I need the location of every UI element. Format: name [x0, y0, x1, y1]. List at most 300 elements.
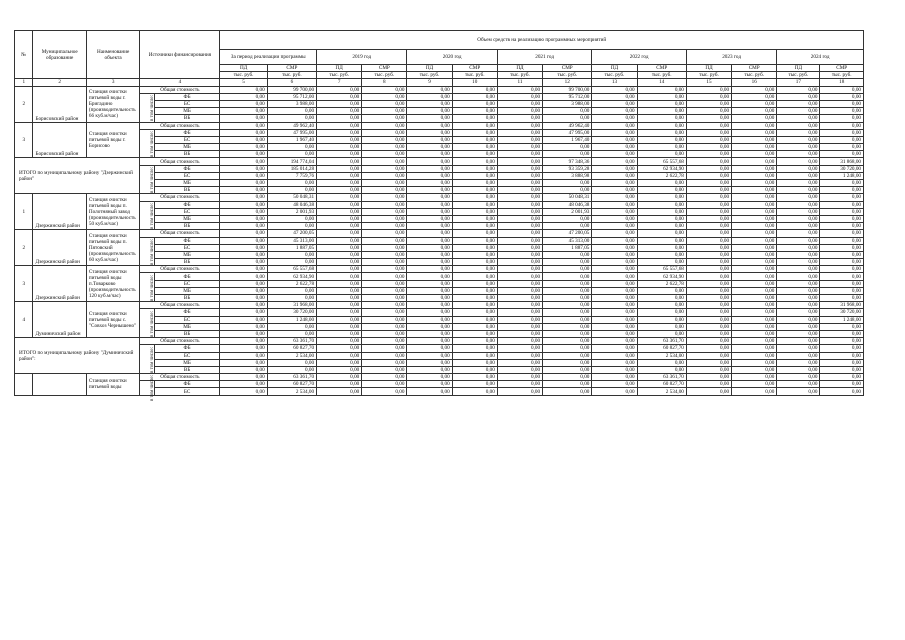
- amount-cell: 0,00: [317, 187, 362, 194]
- amount-cell: 0,00: [362, 86, 407, 93]
- header-unit: тыс. руб.: [362, 72, 407, 79]
- source-code: ФБ: [154, 201, 220, 208]
- source-code: ВБ: [154, 187, 220, 194]
- amount-cell: 0,00: [362, 244, 407, 251]
- header-period: 2020 год: [407, 50, 497, 65]
- amount-cell: 0,00: [452, 215, 497, 222]
- amount-cell: 0,00: [497, 151, 542, 158]
- amount-cell: 0,00: [220, 230, 267, 237]
- amount-cell: 0,00: [497, 352, 542, 359]
- funding-table: [14, 30, 864, 402]
- including-label: [140, 273, 154, 302]
- source-code: БС: [154, 388, 220, 395]
- header-no: №: [15, 31, 33, 79]
- amount-cell: 48 046,38: [543, 201, 592, 208]
- source-code: ВБ: [154, 259, 220, 266]
- column-number: 2: [33, 79, 86, 86]
- amount-cell: 0,00: [820, 136, 864, 143]
- amount-cell: 0,00: [820, 122, 864, 129]
- amount-cell: 0,00: [452, 266, 497, 273]
- amount-cell: 0,00: [452, 158, 497, 165]
- amount-cell: 0,00: [686, 374, 731, 381]
- amount-cell: 0,00: [407, 287, 452, 294]
- amount-cell: 0,00: [362, 273, 407, 280]
- including-label: [140, 165, 154, 194]
- amount-cell: 0,00: [732, 287, 777, 294]
- amount-cell: 0,00: [407, 309, 452, 316]
- header-smr: СМР: [362, 65, 407, 72]
- amount-cell: 0,00: [497, 266, 542, 273]
- row-number: 1: [15, 194, 33, 230]
- amount-cell: 99 700,00: [267, 86, 316, 93]
- table-row: [15, 194, 864, 201]
- amount-cell: 0,00: [686, 194, 731, 201]
- amount-cell: 0,00: [452, 86, 497, 93]
- header-pd: ПД: [317, 65, 362, 72]
- amount-cell: 0,00: [497, 158, 542, 165]
- amount-cell: 0,00: [777, 86, 820, 93]
- amount-cell: 0,00: [317, 381, 362, 388]
- amount-cell: 0,00: [452, 151, 497, 158]
- amount-cell: 0,00: [452, 280, 497, 287]
- source-total-cost: Общая стоимость: [140, 374, 220, 381]
- column-number: 18: [820, 79, 864, 86]
- amount-cell: 0,00: [637, 180, 686, 187]
- amount-cell: 0,00: [497, 100, 542, 107]
- header-period: 2024 год: [777, 50, 864, 65]
- source-total-cost: Общая стоимость: [140, 302, 220, 309]
- amount-cell: 0,00: [407, 165, 452, 172]
- amount-cell: 0,00: [543, 309, 592, 316]
- object-name: Станция очистки питьевой воды п. Полотняный завод (производительность 50 куб.м/час): [86, 194, 139, 230]
- amount-cell: 0,00: [820, 230, 864, 237]
- funding-table-sheet: [14, 30, 864, 402]
- amount-cell: 0,00: [267, 144, 316, 151]
- including-text: в том числе:: [150, 310, 156, 337]
- amount-cell: 0,00: [497, 215, 542, 222]
- amount-cell: 95 712,00: [543, 93, 592, 100]
- amount-cell: 0,00: [220, 251, 267, 258]
- amount-cell: 7 759,76: [267, 172, 316, 179]
- amount-cell: 0,00: [592, 330, 637, 337]
- amount-cell: 0,00: [362, 359, 407, 366]
- amount-cell: 0,00: [686, 287, 731, 294]
- amount-cell: 0,00: [317, 194, 362, 201]
- source-code: МБ: [154, 251, 220, 258]
- amount-cell: 1 248,00: [820, 316, 864, 323]
- amount-cell: 0,00: [407, 215, 452, 222]
- amount-cell: 60 827,70: [637, 345, 686, 352]
- amount-cell: 0,00: [317, 295, 362, 302]
- including-text: в том числе:: [150, 238, 156, 265]
- municipality-name: [33, 374, 86, 396]
- amount-cell: 0,00: [407, 359, 452, 366]
- header-smr: СМР: [637, 65, 686, 72]
- header-unit: тыс. руб.: [317, 72, 362, 79]
- amount-cell: 0,00: [820, 223, 864, 230]
- amount-cell: 0,00: [452, 338, 497, 345]
- amount-cell: 0,00: [452, 100, 497, 107]
- source-code: ВБ: [154, 366, 220, 373]
- amount-cell: 0,00: [820, 194, 864, 201]
- amount-cell: 0,00: [407, 172, 452, 179]
- amount-cell: 60 827,70: [637, 381, 686, 388]
- table-row: [15, 201, 864, 208]
- amount-cell: 0,00: [777, 266, 820, 273]
- amount-cell: 0,00: [267, 330, 316, 337]
- source-code: БС: [154, 100, 220, 107]
- amount-cell: 47 200,05: [267, 230, 316, 237]
- amount-cell: 0,00: [686, 93, 731, 100]
- amount-cell: 2 622,78: [637, 172, 686, 179]
- amount-cell: 0,00: [686, 366, 731, 373]
- source-code: ФБ: [154, 129, 220, 136]
- amount-cell: 93 359,28: [543, 165, 592, 172]
- amount-cell: 0,00: [317, 330, 362, 337]
- amount-cell: 0,00: [267, 108, 316, 115]
- amount-cell: 0,00: [637, 251, 686, 258]
- amount-cell: 0,00: [362, 259, 407, 266]
- amount-cell: 0,00: [686, 345, 731, 352]
- amount-cell: 0,00: [820, 237, 864, 244]
- amount-cell: 0,00: [220, 215, 267, 222]
- municipality-name: Дзержинский район: [33, 266, 86, 302]
- amount-cell: 0,00: [317, 136, 362, 143]
- amount-cell: 0,00: [452, 201, 497, 208]
- amount-cell: 0,00: [637, 237, 686, 244]
- amount-cell: 0,00: [362, 330, 407, 337]
- amount-cell: 0,00: [777, 359, 820, 366]
- amount-cell: 0,00: [777, 287, 820, 294]
- amount-cell: 0,00: [686, 352, 731, 359]
- amount-cell: 0,00: [407, 381, 452, 388]
- amount-cell: 0,00: [543, 316, 592, 323]
- amount-cell: 0,00: [592, 302, 637, 309]
- amount-cell: 0,00: [220, 144, 267, 151]
- amount-cell: 0,00: [220, 259, 267, 266]
- amount-cell: 0,00: [452, 165, 497, 172]
- amount-cell: 0,00: [407, 374, 452, 381]
- including-text: в том числе:: [150, 166, 156, 194]
- amount-cell: 0,00: [592, 180, 637, 187]
- including-text: в том числе:: [150, 202, 156, 229]
- amount-cell: 0,00: [686, 172, 731, 179]
- amount-cell: 0,00: [220, 316, 267, 323]
- amount-cell: 2 622,78: [637, 280, 686, 287]
- table-row: [15, 273, 864, 280]
- amount-cell: 0,00: [452, 309, 497, 316]
- amount-cell: 0,00: [777, 129, 820, 136]
- amount-cell: 2 534,00: [267, 352, 316, 359]
- amount-cell: 0,00: [732, 129, 777, 136]
- row-number: 2: [15, 230, 33, 266]
- amount-cell: 0,00: [452, 194, 497, 201]
- amount-cell: 0,00: [317, 230, 362, 237]
- amount-cell: 0,00: [732, 215, 777, 222]
- amount-cell: 0,00: [407, 259, 452, 266]
- amount-cell: 0,00: [220, 237, 267, 244]
- source-code: ФБ: [154, 237, 220, 244]
- amount-cell: 0,00: [317, 323, 362, 330]
- amount-cell: 0,00: [497, 208, 542, 215]
- amount-cell: 0,00: [820, 388, 864, 395]
- total-label: ИТОГО по муниципальному району "Дзержинский район": [15, 158, 140, 194]
- amount-cell: 0,00: [637, 194, 686, 201]
- amount-cell: 194 774,04: [267, 158, 316, 165]
- amount-cell: 0,00: [732, 388, 777, 395]
- total-label: ИТОГО по муниципальному району "Думиничский район":: [15, 338, 140, 374]
- amount-cell: 0,00: [777, 180, 820, 187]
- amount-cell: 1 887,05: [543, 244, 592, 251]
- amount-cell: 0,00: [686, 201, 731, 208]
- amount-cell: 0,00: [317, 115, 362, 122]
- header-unit: тыс. руб.: [686, 72, 731, 79]
- amount-cell: 0,00: [820, 93, 864, 100]
- amount-cell: 0,00: [732, 273, 777, 280]
- amount-cell: 0,00: [732, 115, 777, 122]
- table-row: [15, 158, 864, 165]
- amount-cell: 0,00: [777, 151, 820, 158]
- amount-cell: 0,00: [362, 115, 407, 122]
- amount-cell: 0,00: [732, 237, 777, 244]
- amount-cell: 0,00: [220, 165, 267, 172]
- amount-cell: 0,00: [362, 352, 407, 359]
- amount-cell: 1 887,05: [267, 244, 316, 251]
- amount-cell: 0,00: [407, 129, 452, 136]
- amount-cell: 0,00: [452, 244, 497, 251]
- amount-cell: 0,00: [592, 366, 637, 373]
- amount-cell: 0,00: [637, 122, 686, 129]
- amount-cell: 0,00: [686, 316, 731, 323]
- amount-cell: 0,00: [220, 201, 267, 208]
- amount-cell: 0,00: [267, 180, 316, 187]
- amount-cell: 0,00: [220, 338, 267, 345]
- row-number: 3: [15, 122, 33, 158]
- header-pd: ПД: [497, 65, 542, 72]
- amount-cell: 0,00: [543, 388, 592, 395]
- amount-cell: 0,00: [362, 215, 407, 222]
- object-name: Станция очистки питьевой воды п.Товарково (производительность 120 куб.м/час): [86, 266, 139, 302]
- amount-cell: 185 014,28: [267, 165, 316, 172]
- amount-cell: 0,00: [777, 302, 820, 309]
- amount-cell: 0,00: [543, 366, 592, 373]
- source-total-cost: Общая стоимость: [140, 194, 220, 201]
- amount-cell: 0,00: [592, 295, 637, 302]
- amount-cell: 0,00: [637, 302, 686, 309]
- amount-cell: 0,00: [592, 172, 637, 179]
- header-period: 2023 год: [686, 50, 776, 65]
- amount-cell: 0,00: [686, 359, 731, 366]
- amount-cell: 0,00: [452, 136, 497, 143]
- amount-cell: 0,00: [497, 345, 542, 352]
- amount-cell: 0,00: [777, 309, 820, 316]
- table-row: [15, 338, 864, 345]
- amount-cell: 0,00: [637, 287, 686, 294]
- amount-cell: 0,00: [820, 108, 864, 115]
- amount-cell: 0,00: [362, 151, 407, 158]
- amount-cell: 0,00: [452, 187, 497, 194]
- amount-cell: 0,00: [407, 237, 452, 244]
- amount-cell: 0,00: [777, 115, 820, 122]
- amount-cell: 0,00: [362, 381, 407, 388]
- amount-cell: 0,00: [362, 309, 407, 316]
- amount-cell: 0,00: [497, 302, 542, 309]
- amount-cell: 65 557,68: [637, 266, 686, 273]
- table-row: [15, 374, 864, 381]
- amount-cell: 0,00: [732, 144, 777, 151]
- source-code: МБ: [154, 215, 220, 222]
- amount-cell: 0,00: [543, 338, 592, 345]
- source-code: БС: [154, 352, 220, 359]
- amount-cell: 0,00: [497, 129, 542, 136]
- amount-cell: 0,00: [497, 244, 542, 251]
- amount-cell: 0,00: [637, 309, 686, 316]
- amount-cell: 0,00: [452, 172, 497, 179]
- amount-cell: 0,00: [497, 309, 542, 316]
- amount-cell: 0,00: [452, 251, 497, 258]
- amount-cell: 97 348,36: [543, 158, 592, 165]
- amount-cell: 0,00: [452, 316, 497, 323]
- amount-cell: 0,00: [820, 180, 864, 187]
- object-name: Станция очистки питьевой воды: [86, 374, 139, 396]
- amount-cell: 0,00: [317, 201, 362, 208]
- object-name: Станция очистки питьевой воды г. Бригадино (производительность 66 куб.м/час): [86, 86, 139, 122]
- header-smr: СМР: [543, 65, 592, 72]
- amount-cell: 0,00: [777, 316, 820, 323]
- amount-cell: 30 720,00: [820, 165, 864, 172]
- source-code: БС: [154, 208, 220, 215]
- amount-cell: 63 361,70: [267, 374, 316, 381]
- row-number: 4: [15, 302, 33, 338]
- amount-cell: 63 361,70: [267, 338, 316, 345]
- amount-cell: 0,00: [317, 316, 362, 323]
- header-pd: ПД: [686, 65, 731, 72]
- amount-cell: 0,00: [777, 295, 820, 302]
- amount-cell: 0,00: [820, 266, 864, 273]
- amount-cell: 0,00: [543, 266, 592, 273]
- amount-cell: 0,00: [407, 223, 452, 230]
- amount-cell: 0,00: [637, 244, 686, 251]
- amount-cell: 2 534,00: [267, 388, 316, 395]
- amount-cell: 0,00: [592, 374, 637, 381]
- amount-cell: 0,00: [267, 259, 316, 266]
- amount-cell: 0,00: [362, 280, 407, 287]
- amount-cell: 0,00: [820, 338, 864, 345]
- amount-cell: 0,00: [317, 352, 362, 359]
- amount-cell: 0,00: [220, 287, 267, 294]
- amount-cell: 0,00: [497, 115, 542, 122]
- amount-cell: 1 967,40: [543, 136, 592, 143]
- amount-cell: 0,00: [497, 230, 542, 237]
- amount-cell: 0,00: [407, 345, 452, 352]
- amount-cell: 3 988,00: [267, 100, 316, 107]
- amount-cell: 0,00: [686, 323, 731, 330]
- amount-cell: 0,00: [686, 158, 731, 165]
- amount-cell: 50 048,31: [543, 194, 592, 201]
- amount-cell: 0,00: [317, 151, 362, 158]
- amount-cell: 0,00: [267, 359, 316, 366]
- amount-cell: 0,00: [592, 93, 637, 100]
- amount-cell: 0,00: [637, 151, 686, 158]
- column-number: 16: [732, 79, 777, 86]
- amount-cell: 0,00: [452, 237, 497, 244]
- amount-cell: 0,00: [732, 330, 777, 337]
- amount-cell: 0,00: [820, 259, 864, 266]
- amount-cell: 0,00: [317, 366, 362, 373]
- header-unit: тыс. руб.: [267, 72, 316, 79]
- amount-cell: 0,00: [407, 93, 452, 100]
- amount-cell: 0,00: [220, 366, 267, 373]
- amount-cell: 0,00: [777, 144, 820, 151]
- source-code: БС: [154, 280, 220, 287]
- amount-cell: 0,00: [407, 366, 452, 373]
- amount-cell: 0,00: [220, 295, 267, 302]
- amount-cell: 0,00: [407, 144, 452, 151]
- municipality-name: Думиничский район: [33, 302, 86, 338]
- amount-cell: 0,00: [637, 187, 686, 194]
- amount-cell: 0,00: [592, 187, 637, 194]
- amount-cell: 0,00: [732, 136, 777, 143]
- amount-cell: 0,00: [637, 223, 686, 230]
- source-code: БС: [154, 316, 220, 323]
- table-row: [15, 165, 864, 172]
- amount-cell: 0,00: [592, 323, 637, 330]
- amount-cell: 0,00: [317, 208, 362, 215]
- amount-cell: 0,00: [686, 86, 731, 93]
- amount-cell: 0,00: [497, 237, 542, 244]
- amount-cell: 0,00: [820, 359, 864, 366]
- amount-cell: 0,00: [686, 388, 731, 395]
- source-code: БС: [154, 136, 220, 143]
- amount-cell: 0,00: [592, 237, 637, 244]
- amount-cell: 0,00: [543, 359, 592, 366]
- amount-cell: 0,00: [220, 100, 267, 107]
- amount-cell: 0,00: [452, 122, 497, 129]
- municipality-name: Борисовский район: [33, 122, 86, 158]
- amount-cell: 0,00: [317, 266, 362, 273]
- amount-cell: 0,00: [452, 295, 497, 302]
- source-code: ВБ: [154, 115, 220, 122]
- column-number: 9: [407, 79, 452, 86]
- amount-cell: 0,00: [592, 122, 637, 129]
- header-source: Источники финансирования: [140, 31, 220, 79]
- amount-cell: 0,00: [362, 144, 407, 151]
- amount-cell: 0,00: [452, 115, 497, 122]
- amount-cell: 0,00: [497, 187, 542, 194]
- amount-cell: 0,00: [452, 129, 497, 136]
- amount-cell: 0,00: [686, 259, 731, 266]
- source-code: МБ: [154, 323, 220, 330]
- amount-cell: 0,00: [497, 273, 542, 280]
- table-row: [15, 129, 864, 136]
- amount-cell: 0,00: [592, 201, 637, 208]
- source-code: МБ: [154, 180, 220, 187]
- amount-cell: 0,00: [317, 374, 362, 381]
- amount-cell: 0,00: [543, 259, 592, 266]
- source-code: МБ: [154, 359, 220, 366]
- table-row: [15, 237, 864, 244]
- amount-cell: 0,00: [592, 194, 637, 201]
- amount-cell: 47 200,05: [543, 230, 592, 237]
- amount-cell: 1 967,40: [267, 136, 316, 143]
- amount-cell: 0,00: [592, 359, 637, 366]
- amount-cell: 0,00: [820, 208, 864, 215]
- amount-cell: 0,00: [686, 330, 731, 337]
- source-total-cost: Общая стоимость: [140, 338, 220, 345]
- amount-cell: 63 361,70: [637, 374, 686, 381]
- source-code: БС: [154, 244, 220, 251]
- amount-cell: 99 700,00: [543, 86, 592, 93]
